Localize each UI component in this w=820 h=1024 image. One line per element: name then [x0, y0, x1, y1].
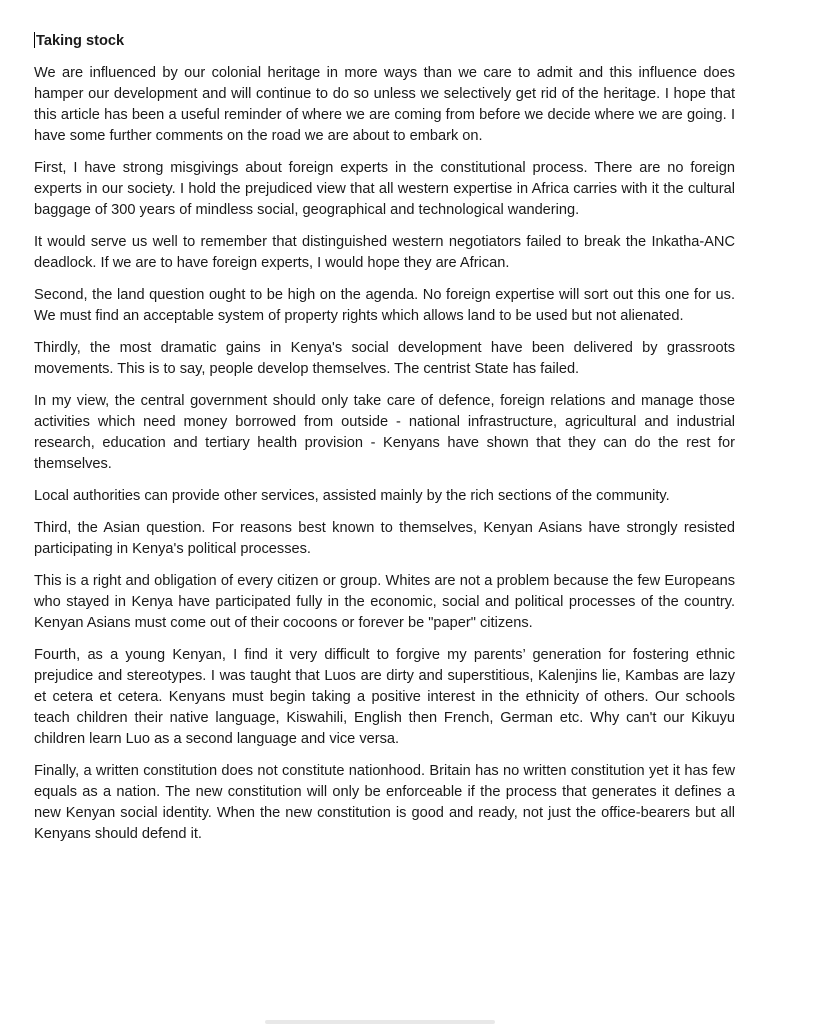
paragraph-6: In my view, the central government should only take care of defence, foreign relations and manage those activities which need money borrowed from outside - national infrastructure, agricultural and industrial research, education and tertiary health provision - Kenyans have shown that they can do the rest for themselves.: [34, 393, 735, 472]
paragraph-2: First, I have strong misgivings about foreign experts in the constitutional process. There are no foreign experts in our society. I hold the prejudiced view that all western expertise in Africa carries with it the cultural baggage of 300 years of mindless social, geographical and technological wandering.: [34, 160, 735, 218]
paragraph-1: We are influenced by our colonial heritage in more ways than we care to admit and this influence does hamper our development and will continue to do so unless we selectively get rid of the heritage. I hope that this article has been a useful reminder of where we are coming from before we decide where we are going. I have some further comments on the road we are about to embark on.: [34, 65, 735, 144]
document-title: [34, 31, 735, 51]
paragraph-5: Thirdly, the most dramatic gains in Kenya's social development have been delivered by grassroots movements. This is to say, people develop themselves. The centrist State has failed.: [34, 340, 735, 377]
document-page: [34, 31, 735, 856]
paragraph-4: Second, the land question ought to be high on the agenda. No foreign expertise will sort out this one for us. We must find an acceptable system of property rights which allows land to be used but not alienated.: [34, 287, 735, 324]
document-title-text: Taking stock: [36, 33, 125, 49]
paragraph-7: Local authorities can provide other services, assisted mainly by the rich sections of the community.: [34, 488, 670, 504]
page-bottom-shadow: [265, 1020, 495, 1024]
paragraph-9: This is a right and obligation of every citizen or group. Whites are not a problem because the few Europeans who stayed in Kenya have participated fully in the economic, social and political processes of the country. Kenyan Asians must come out of their cocoons or forever be "paper" citizens.: [34, 573, 735, 631]
paragraph-8: Third, the Asian question. For reasons best known to themselves, Kenyan Asians have strongly resisted participating in Kenya's political processes.: [34, 520, 735, 557]
text-cursor: [34, 32, 35, 48]
paragraph-10: Fourth, as a young Kenyan, I find it very difficult to forgive my parents’ generation for fostering ethnic prejudice and stereotypes. I was taught that Luos are dirty and superstitious, Kalenjins lie, Kambas are lazy et cetera et cetera. Kenyans must begin taking a positive interest in the ethnicity of others. Our schools teach children their native language, Kiswahili, English then French, German etc. Why can't our Kikuyu children learn Luo as a second language and vice versa.: [34, 647, 735, 747]
paragraph-11: Finally, a written constitution does not constitute nationhood. Britain has no written constitution yet it has few equals as a nation. The new constitution will only be enforceable if the process that generates it defines a new Kenyan social identity. When the new constitution is good and ready, not just the office-bearers but all Kenyans should defend it.: [34, 763, 735, 842]
paragraph-3: It would serve us well to remember that distinguished western negotiators failed to break the Inkatha-ANC deadlock. If we are to have foreign experts, I would hope they are African.: [34, 234, 735, 271]
